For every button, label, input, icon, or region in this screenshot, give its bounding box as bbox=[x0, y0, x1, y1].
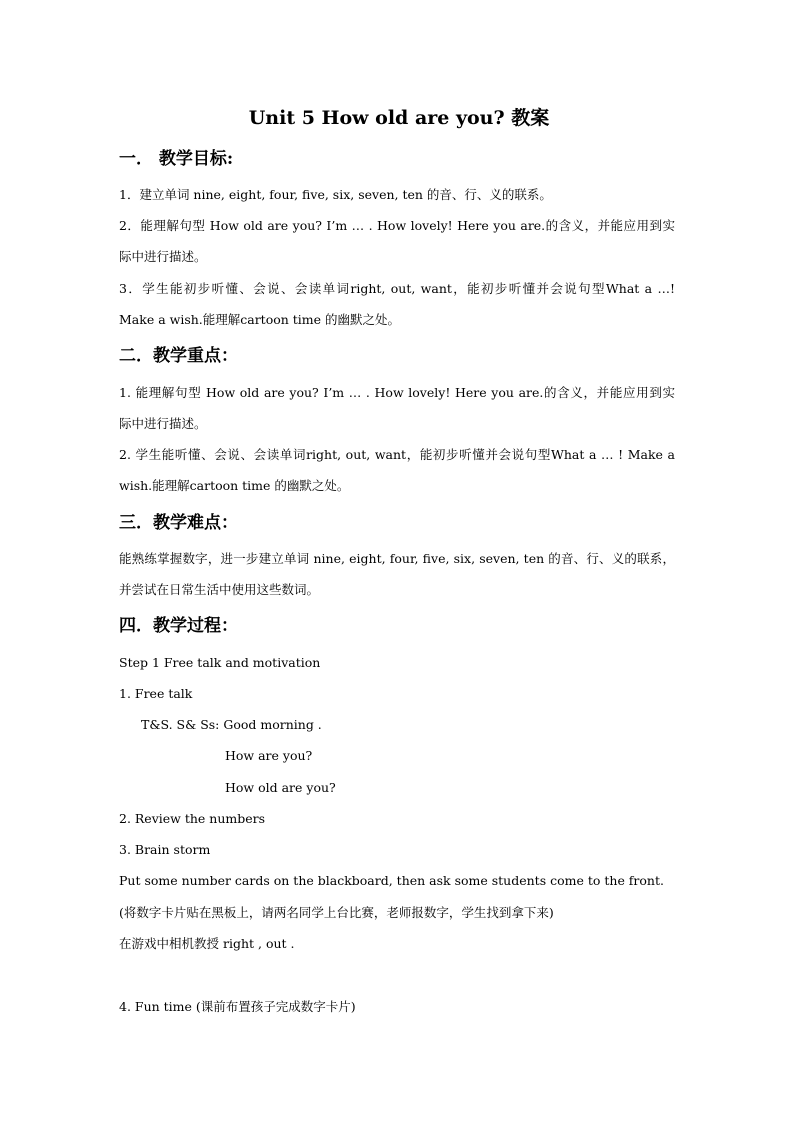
process-brain-storm: 3. Brain storm bbox=[119, 842, 211, 857]
process-brain-storm-note: (将数字卡片贴在黑板上，请两名同学上台比赛，老师报数字，学生找到拿下来) bbox=[119, 905, 554, 920]
section-heading-difficulties: 三．教学难点： bbox=[119, 513, 238, 533]
objective-line-3: 3．学生能初步听懂、会说、会读单词right, out, want，能初步听懂并会说句型What a …! bbox=[119, 281, 675, 296]
process-step-1: Step 1 Free talk and motivation bbox=[119, 655, 321, 670]
objective-line-2-cont: 际中进行描述。 bbox=[119, 249, 207, 264]
keypoint-line-2-cont: wish.能理解cartoon time 的幽默之处。 bbox=[119, 478, 350, 493]
objective-line-3-cont: Make a wish.能理解cartoon time 的幽默之处。 bbox=[119, 312, 401, 327]
page-title: Unit 5 How old are you? 教案 bbox=[248, 107, 550, 129]
difficulty-line-1: 能熟练掌握数字，进一步建立单词 nine, eight, four, five, six, seven, ten 的音、行、义的联系， bbox=[119, 551, 675, 566]
process-brain-storm-desc: Put some number cards on the blackboard, then ask some students come to the front. bbox=[119, 873, 664, 888]
keypoint-line-1: 1. 能理解句型 How old are you? I’m … . How lovely! Here you are.的含义，并能应用到实 bbox=[119, 385, 675, 400]
process-dialogue-2: How are you? bbox=[225, 748, 313, 763]
keypoint-line-1-cont: 际中进行描述。 bbox=[119, 416, 207, 431]
difficulty-line-2: 并尝试在日常生活中使用这些数词。 bbox=[119, 582, 320, 597]
process-dialogue-1: T&S. S& Ss: Good morning . bbox=[141, 717, 322, 732]
section-heading-process: 四．教学过程： bbox=[119, 616, 238, 636]
process-free-talk: 1. Free talk bbox=[119, 686, 193, 701]
section-heading-objectives: 一． 教学目标: bbox=[119, 149, 234, 169]
objective-line-1: 1．建立单词 nine, eight, four, five, six, seven, ten 的音、行、义的联系。 bbox=[119, 187, 552, 202]
process-fun-time: 4. Fun time (课前布置孩子完成数字卡片) bbox=[119, 999, 356, 1014]
objective-line-2: 2．能理解句型 How old are you? I’m … . How lovely! Here you are.的含义，并能应用到实 bbox=[119, 218, 675, 233]
section-heading-keypoints: 二．教学重点： bbox=[119, 346, 238, 366]
process-review-numbers: 2. Review the numbers bbox=[119, 811, 266, 826]
keypoint-line-2: 2. 学生能听懂、会说、会读单词right, out, want，能初步听懂并会说句型What a … ! Make a bbox=[119, 447, 675, 462]
process-dialogue-3: How old are you? bbox=[225, 780, 336, 795]
process-teach-words: 在游戏中相机教授 right , out . bbox=[119, 936, 295, 951]
